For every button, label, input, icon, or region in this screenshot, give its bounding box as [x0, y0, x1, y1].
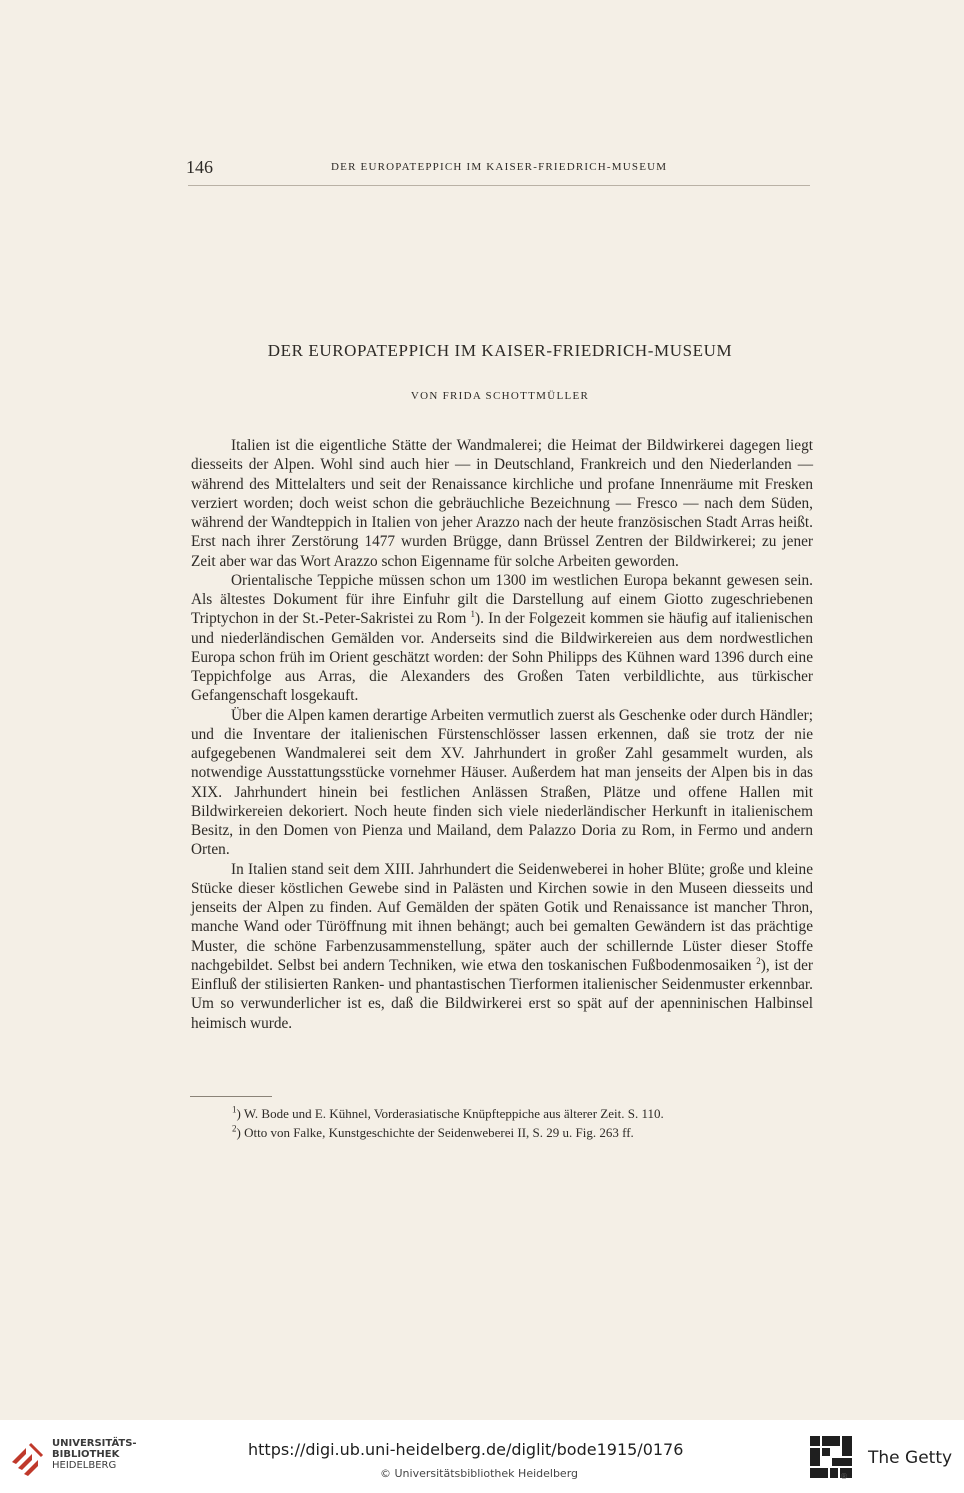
paragraph-4-text-a: In Italien stand seit dem XIII. Jahrhundert die Seidenweberei in hoher Blüte; große und kleine Stücke dieser köstlichen Gewebe sind in Palästen und Kirchen sowie in den Museen diesseits und jenseits der Alpen zu finden. Auf Gemälden der späten Gotik und Renaissance ist mancher Thron, manche Wand oder Türöffnung mit ihnen behängt; auch bei gemalten Gewändern ist das prächtige Muster, die schöne Farbenzusammenstellung, später auch der schillernde Lüster dieser Stoffe nachgebildet. Selbst bei andern Techniken, wie etwa den toskanischen Fußbodenmosaiken: [191, 860, 813, 974]
running-head: [186, 157, 813, 181]
paragraph-4: [191, 860, 813, 1033]
article-author: VON FRIDA SCHOTTMÜLLER: [410, 390, 590, 402]
paragraph-4-text-b: ), ist der Einfluß der stilisierten Ranken- und phantastischen Tierformen italienischer Seidenmuster erkennbar. Um so verwunderlicher ist es, daß die Bildwirkerei erst so spät auf der apenninischen Halbinsel heimisch wurde.: [191, 956, 813, 1032]
paragraph-3: Über die Alpen kamen derartige Arbeiten vermutlich zuerst als Geschenke oder durch Händler; und die Inventare der italienischen Fürstenschlösser lassen erkennen, daß sie trotz der nie aufgegebenen Wandmalerei seit dem XV. Jahrhundert in großer Zahl gesammelt wurden, als notwendige Ausstattungsstücke vornehmer Häuser. Außerdem hat man jenseits der Alpen bis in das XIX. Jahrhundert hinein bei festlichen Anlässen Straßen, Plätze und offene Hallen mit Bildwirkereien dekoriert. Noch heute finden sich viele niederländischer Herkunft in italienischem Besitz, in den Domen von Pienza und Mailand, dem Palazzo Doria zu Rom, in Fermo und andern Orten.: [191, 706, 813, 859]
footnotes: [232, 1104, 822, 1142]
paragraph-1: Italien ist die eigentliche Stätte der Wandmalerei; die Heimat der Bildwirkerei dagegen liegt diesseits der Alpen. Wohl sind auch hier — in Deutschland, Frankreich und den Niederlanden — während des Mittelalters und seit der Renaissance kirchliche und profane Innenräume mit Fresken verziert worden; doch weist schon die gebräuchliche Bezeichnung — Fresco — nach dem Süden, während der Wandteppich in Italien von jeher Arazzo nach der heute französischen Stadt Arras heißt. Erst nach ihrer Zerstörung 1477 wurden Brügge, dann Brüssel Zentren der Bildwirkerei; zu jener Zeit aber war das Wort Arazzo schon Eigenname für solche Arbeiten geworden.: [191, 437, 813, 570]
paragraph-2-text-a: Orientalische Teppiche müssen schon um 1300 im westlichen Europa bekannt gewesen sein. Als ältestes Dokument für ihre Einfuhr gilt die Darstellung auf einem Giotto zugeschriebenen Triptychon in der St.-Peter-Sakristei zu Rom: [191, 571, 813, 628]
footnote-1-text: ) W. Bode und E. Kühnel, Vorderasiatische Knüpfteppiche aus älterer Zeit. S. 110.: [236, 1106, 664, 1121]
permalink-url[interactable]: https://digi.ub.uni-heidelberg.de/diglit/bode1915/0176: [248, 1440, 684, 1459]
getty-name: The Getty: [868, 1448, 953, 1468]
footnote-2: [232, 1123, 822, 1142]
viewer-footer: [0, 1420, 964, 1493]
footnote-ref-1: 1: [470, 609, 476, 620]
article-title: DER EUROPATEPPICH IM KAISER-FRIEDRICH-MUSEUM: [267, 341, 733, 360]
university-library-name: [52, 1438, 137, 1471]
footnote-2-text: ) Otto von Falke, Kunstgeschichte der Seidenweberei II, S. 29 u. Fig. 263 ff.: [236, 1125, 634, 1140]
university-library-logo-icon[interactable]: [8, 1432, 48, 1486]
footnote-2-mark: 2: [232, 1123, 237, 1134]
header-rule: [188, 185, 810, 186]
footnote-1-mark: 1: [232, 1104, 237, 1115]
paragraph-2: [191, 571, 813, 706]
library-line-3: HEIDELBERG: [52, 1460, 117, 1471]
running-title: DER EUROPATEPPICH IM KAISER-FRIEDRICH-MUSEUM: [331, 161, 668, 173]
footnote-1: [232, 1104, 822, 1123]
copyright-notice: © Universitätsbibliothek Heidelberg: [380, 1467, 579, 1480]
page-number: 146: [186, 157, 213, 177]
library-line-1: UNIVERSITÄTS-: [52, 1438, 137, 1449]
footnote-ref-2: 2: [756, 955, 761, 966]
footnote-rule: [190, 1096, 272, 1097]
paragraph-2-text-b: ). In der Folgezeit kommen sie häufig auf italienischen und niederländischen Gemälden vor. Anderseits sind die Bildwirkereien aus dem nordwestlichen Europa schon früh im Orient geschätzt worden: der Sohn Philipps des Kühnen ward 1396 durch eine Teppichfolge aus Arras, die Alexanders des Großen Taten verbildlichte, aus türkischer Gefangenschaft losgekauft.: [191, 610, 813, 705]
registered-mark: ®: [840, 1472, 848, 1481]
article-body: [191, 436, 813, 1033]
library-line-2: BIBLIOTHEK: [52, 1449, 120, 1460]
